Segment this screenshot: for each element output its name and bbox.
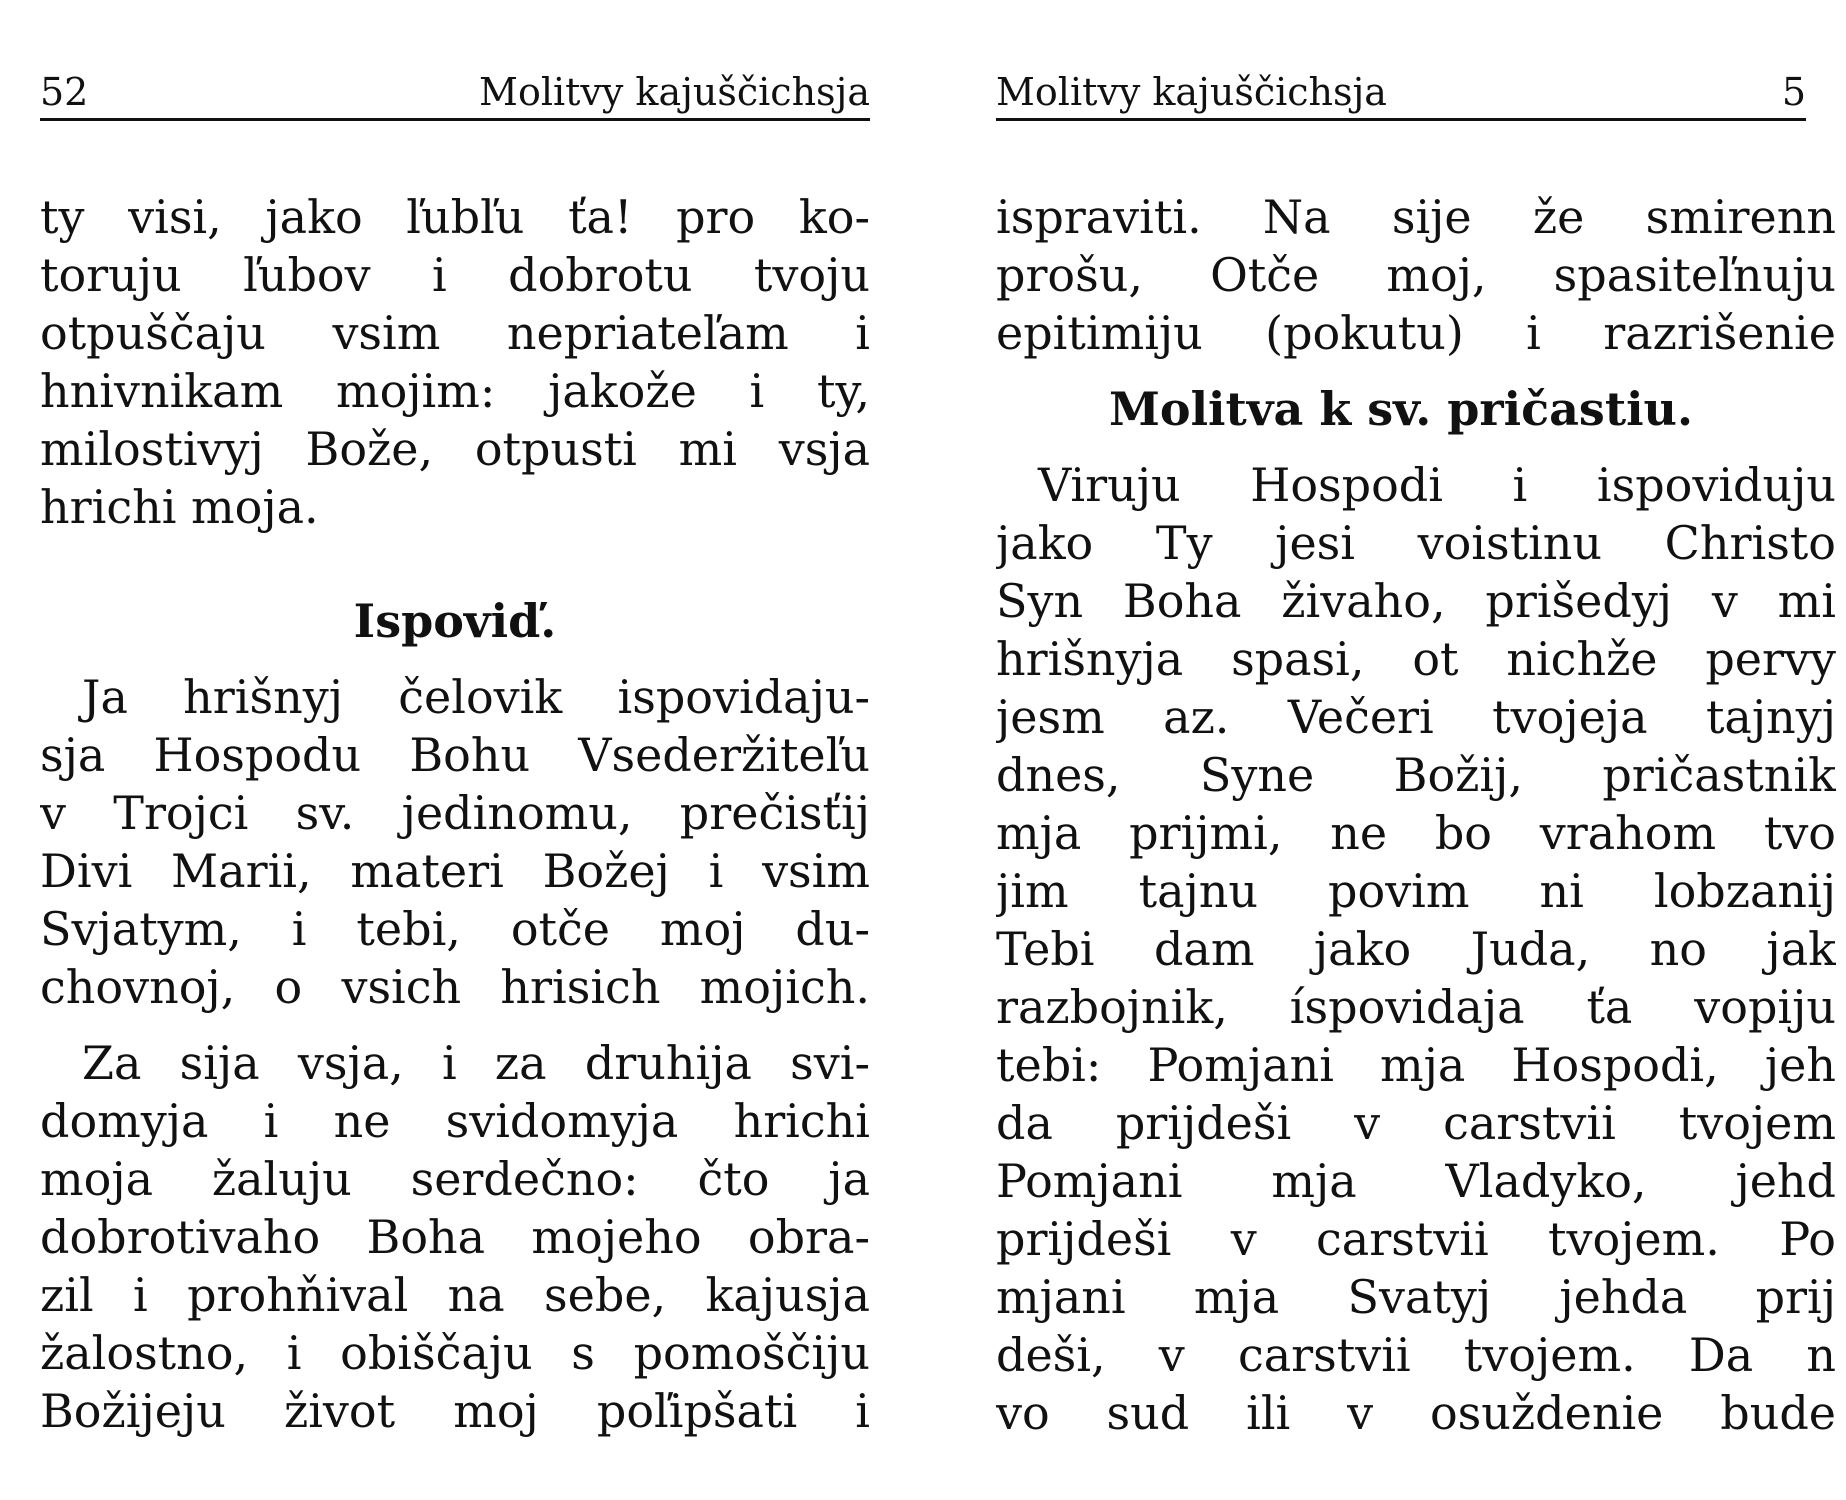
section-heading-ispovid: Ispoviď. — [353, 594, 557, 648]
text-line: Za sija vsja, i za druhija svi- — [82, 1036, 870, 1090]
text-line: žalostno, i obiščaju s pomoščiju — [40, 1326, 870, 1380]
text-line: deši, v carstvii tvojem. Da n — [996, 1328, 1836, 1382]
text-line: sja Hospodu Bohu Vsederžiteľu — [40, 728, 870, 782]
left-page — [40, 0, 878, 1500]
text-line: jesm az. Večeri tvojeja tajnyj — [996, 690, 1836, 744]
section-heading-molitva: Molitva k sv. pričastiu. — [1108, 382, 1694, 436]
text-line: milostivyj Bože, otpusti mi vsja — [40, 422, 870, 476]
text-line: razbojnik, íspovidaja ťa vopiju — [996, 980, 1836, 1034]
text-line: da prijdeši v carstvii tvojem — [996, 1096, 1836, 1150]
text-line: vo sud ili v osuždenie bude — [996, 1386, 1836, 1440]
text-line: domyja i ne svidomyja hrichi — [40, 1094, 870, 1148]
text-line: ispraviti. Na sije že smirenn — [996, 190, 1836, 244]
text-line: mjani mja Svatyj jehda prij — [996, 1270, 1836, 1324]
text-line: dnes, Syne Božij, pričastnik — [996, 748, 1836, 802]
text-line: chovnoj, o vsich hrisich mojich. — [40, 960, 870, 1014]
text-line: prošu, Otče moj, spasiteľnuju — [996, 248, 1836, 302]
text-line: Divi Marii, materi Božej i vsim — [40, 844, 870, 898]
right-page-number: 5 — [1781, 70, 1806, 114]
left-page-number: 52 — [40, 70, 89, 114]
left-page-body — [40, 188, 870, 1440]
text-line: Syn Boha živaho, prišedyj v mi — [996, 574, 1836, 628]
text-line: ty visi, jako ľubľu ťa! pro ko- — [40, 190, 870, 244]
text-line: hrišnyja spasi, ot nichže pervy — [996, 632, 1836, 686]
text-line: tebi: Pomjani mja Hospodi, jeh — [996, 1038, 1836, 1092]
text-line: Viruju Hospodi i ispoviduju — [1038, 458, 1836, 512]
text-line: Svjatym, i tebi, otče moj du- — [40, 902, 870, 956]
text-line: Božijeju život moj poľipšati i — [40, 1384, 870, 1438]
right-running-title: Molitvy kajuščichsja — [996, 70, 1387, 114]
text-line: Pomjani mja Vladyko, jehd — [996, 1154, 1836, 1208]
right-page — [996, 0, 1846, 1500]
right-page-body — [996, 188, 1836, 1442]
text-line: epitimiju (pokutu) i razrišenie — [996, 306, 1836, 360]
text-line: moja žaluju serdečno: čto ja — [40, 1152, 870, 1206]
text-line: Tebi dam jako Juda, no jak — [996, 922, 1836, 976]
text-line: Ja hrišnyj čelovik ispovidaju- — [82, 670, 870, 724]
text-line: hnivnikam mojim: jakože i ty, — [40, 364, 870, 418]
text-line: otpuščaju vsim nepriateľam i — [40, 306, 870, 360]
text-line: hrichi moja. — [40, 480, 319, 534]
text-line: toruju ľubov i dobrotu tvoju — [40, 248, 870, 302]
left-running-title: Molitvy kajuščichsja — [479, 70, 870, 114]
left-page-header — [40, 66, 870, 121]
text-line: mja prijmi, ne bo vrahom tvo — [996, 806, 1836, 860]
text-line: v Trojci sv. jedinomu, prečisťij — [40, 786, 870, 840]
text-line: jim tajnu povim ni lobzanij — [996, 864, 1836, 918]
text-line: jako Ty jesi voistinu Christo — [996, 516, 1836, 570]
text-line: dobrotivaho Boha mojeho obra- — [40, 1210, 870, 1264]
right-page-header — [996, 66, 1806, 121]
text-line: zil i prohňival na sebe, kajusja — [40, 1268, 870, 1322]
text-line: prijdeši v carstvii tvojem. Po — [996, 1212, 1836, 1266]
